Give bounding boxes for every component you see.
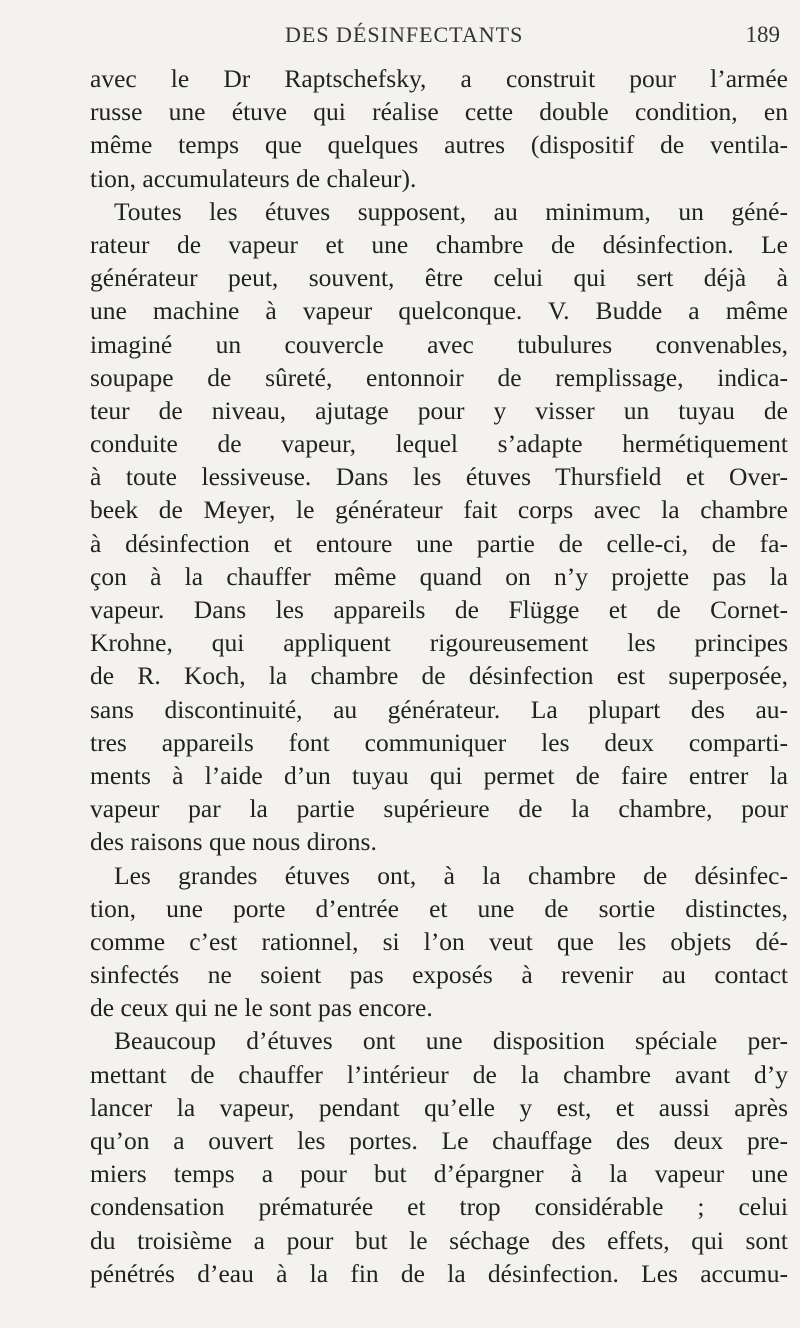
text-line: Les grandes étuves ont, à la chambre de désinfec- — [114, 860, 788, 890]
text-line: des raisons que nous dirons. — [90, 827, 377, 857]
text-line: condensation prématurée et trop considérable ; celui — [90, 1192, 788, 1222]
text-line: mettant de chauffer l’intérieur de la chambre avant d’y — [90, 1059, 788, 1089]
text-line: comme c’est rationnel, si l’on veut que les objets dé- — [90, 926, 788, 956]
text-line: tres appareils font communiquer les deux comparti- — [90, 727, 788, 757]
text-line: générateur peut, souvent, être celui qui sert déjà à — [90, 263, 788, 293]
text-line: vapeur. Dans les appareils de Flügge et de Cornet- — [90, 595, 788, 624]
text-line: de R. Koch, la chambre de désinfection est superposée, — [90, 661, 788, 691]
text-line: à toute lessiveuse. Dans les étuves Thursfield et Over- — [90, 462, 788, 492]
text-line: ments à l’aide d’un tuyau qui permet de faire entrer la — [90, 760, 788, 790]
text-line: à désinfection et entoure une partie de celle-ci, de fa- — [90, 528, 788, 558]
page-number: 189 — [745, 22, 780, 47]
text-line: rateur de vapeur et une chambre de désinfection. Le — [90, 229, 788, 259]
text-line: pénétrés d’eau à la fin de la désinfection. Les accumu- — [90, 1258, 788, 1288]
text-line: soupape de sûreté, entonnoir de remplissage, indica- — [90, 362, 788, 392]
text-line: sinfectés ne soient pas exposés à revenir au contact — [90, 960, 788, 990]
text-line: du troisième a pour but le séchage des effets, qui sont — [90, 1225, 788, 1255]
text-line: sans discontinuité, au générateur. La plupart des au- — [90, 694, 788, 724]
text-line: Beaucoup d’étuves ont une disposition spéciale per- — [114, 1026, 788, 1056]
text-line: de ceux qui ne le sont pas encore. — [90, 993, 433, 1023]
text-line: miers temps a pour but d’épargner à la vapeur une — [90, 1159, 788, 1189]
running-title: DES DÉSINFECTANTS — [285, 22, 524, 47]
page-header — [90, 22, 780, 52]
text-line: imaginé un couvercle avec tubulures convenables, — [90, 329, 788, 359]
text-line: Krohne, qui appliquent rigoureusement les principes — [90, 628, 788, 658]
text-line: conduite de vapeur, lequel s’adapte hermétiquement — [90, 429, 788, 459]
text-line: une machine à vapeur quelconque. V. Budde a même — [90, 296, 788, 326]
text-line: même temps que quelques autres (dispositif de ventila- — [90, 130, 788, 160]
text-line: vapeur par la partie supérieure de la chambre, pour — [90, 794, 788, 824]
text-line: tion, accumulateurs de chaleur). — [90, 163, 417, 193]
text-line: Toutes les étuves supposent, au minimum, un géné- — [114, 196, 788, 226]
text-line: çon à la chauffer même quand on n’y projette pas la — [90, 561, 788, 591]
text-line: lancer la vapeur, pendant qu’elle y est, et aussi après — [90, 1092, 788, 1122]
text-line: russe une étuve qui réalise cette double condition, en — [90, 97, 788, 127]
text-line: beek de Meyer, le générateur fait corps avec la chambre — [90, 495, 788, 525]
text-line: avec le Dr Raptschefsky, a construit pour l’armée — [90, 64, 788, 93]
text-line: tion, une porte d’entrée et une de sortie distinctes, — [90, 893, 788, 923]
text-line: teur de niveau, ajutage pour y visser un tuyau de — [90, 395, 788, 425]
text-line: qu’on a ouvert les portes. Le chauffage des deux pre- — [90, 1126, 788, 1155]
body-text — [90, 62, 788, 1290]
